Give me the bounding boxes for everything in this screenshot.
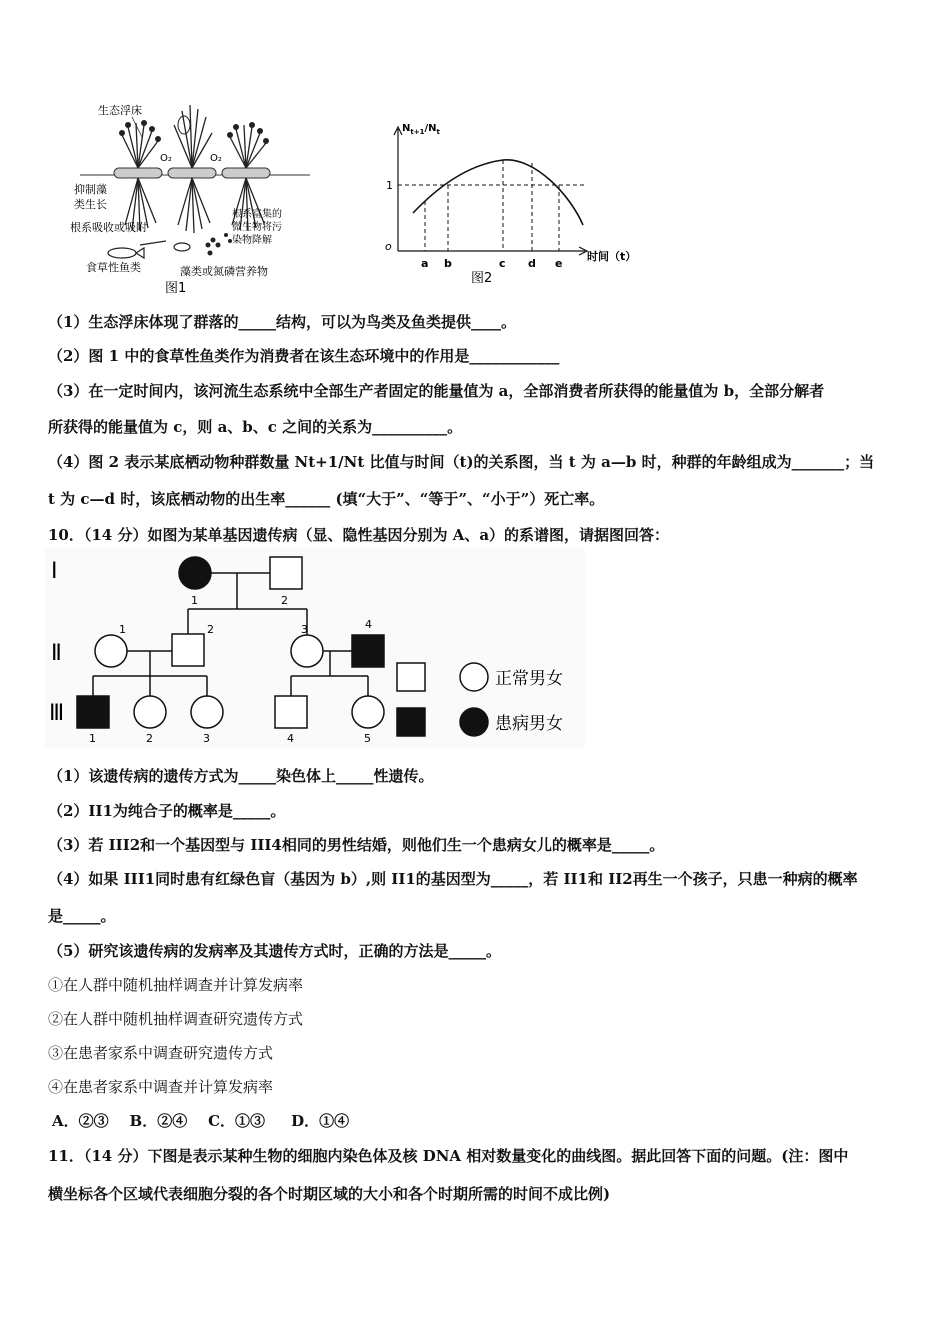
q10-sub-4a: （4）如果 III1同时患有红绿色盲（基因为 b）,则 II1的基因型为_____，若 II1和 II2再生一个孩子，只患一种病的概率 [48,870,858,888]
I-1-affected-female [179,557,211,589]
label-root-absorb: 根系吸收或吸附 [70,221,147,234]
q9-line-1: （1）生态浮床体现了群落的_____结构，可以为鸟类及鱼类提供____。 [48,313,516,331]
legend-normal-male [397,663,425,691]
fish-icon [108,243,190,258]
x-tick-a: a [421,257,429,270]
III-5-normal-female [352,696,384,728]
x-tick-e: e [555,257,563,270]
II-3-normal-female [291,635,323,667]
label-microbe-2: 微生物将污 [232,222,282,233]
gen-label-III: Ⅲ [49,701,65,726]
II-2-normal-male [172,634,204,666]
label-inhibit-algae-2: 类生长 [74,198,107,211]
float-2 [168,168,216,178]
x-tick-c: c [499,257,506,270]
label-floating-bed: 生态浮床 [98,104,142,117]
algae-icon [206,233,233,256]
num-I-1: 1 [191,594,198,607]
legend-affected-male [397,708,425,736]
label-microbe-3: 染物降解 [232,235,272,246]
figure-1-caption: 图1 [165,281,187,296]
population-ratio-curve [413,160,583,225]
III-2-normal-female [134,696,166,728]
q10-sub-3: （3）若 III2和一个基因型与 III4相同的男性结婚，则他们生一个患病女儿的概率是_____。 [48,836,665,854]
III-3-normal-female [191,696,223,728]
q10-sub-1: （1）该遗传病的遗传方式为_____染色体上_____性遗传。 [48,767,434,785]
figure-2-graph [375,115,645,290]
q10-sub-4b: 是_____。 [48,907,116,925]
III-1-affected-male [77,696,109,728]
II-1-normal-female [95,635,127,667]
y-tick-1: 1 [386,179,393,192]
legend-affected-label: 患病男女 [495,714,563,734]
I-2-normal-male [270,557,302,589]
q10-stem: 10．（14 分）如图为某单基因遗传病（显、隐性基因分别为 A、a）的系谱图，请据图回答： [48,526,670,544]
q10-sub-5: （5）研究该遗传病的发病率及其遗传方式时，正确的方法是_____。 [48,942,501,960]
pedigree-chart [45,548,585,748]
legend-normal-female [460,663,488,691]
q11-line-1: 11．（14 分）下图是表示某种生物的细胞内染色体及核 DNA 相对数量变化的曲线图。据此回答下面的问题。(注：图中 [48,1147,849,1165]
II-4-affected-male [352,635,384,667]
q9-line-3b: 所获得的能量值为 c，则 a、b、c 之间的关系为__________。 [48,418,463,436]
num-III-2: 2 [146,732,153,745]
num-II-3: 3 [301,623,308,636]
q9-line-4a: （4）图 2 表示某底栖动物种群数量 Nt+1/Nt 比值与时间（t)的关系图，当 t 为 a—b 时，种群的年龄组成为_______；当 [48,453,875,471]
num-III-5: 5 [364,732,371,745]
q10-sub-2: （2）II1为纯合子的概率是_____。 [48,802,286,820]
q10-option-4: ④在患者家系中调查并计算发病率 [48,1078,274,1096]
figure-2-caption: 图2 [471,271,493,286]
x-tick-d: d [528,257,536,270]
label-o2-left: O₂ [160,153,172,164]
label-o2-right: O₂ [210,153,222,164]
III-4-normal-male [275,696,307,728]
num-II-1: 1 [119,623,126,636]
label-nutrients: 藻类或氮磷营养物 [180,265,268,278]
label-microbe-1: 根系富集的 [232,209,282,220]
q9-line-3a: （3）在一定时间内，该河流生态系统中全部生产者固定的能量值为 a，全部消费者所获得的能量值为 b，全部分解者 [48,382,825,400]
num-III-1: 1 [89,732,96,745]
origin-label: o [385,240,392,253]
num-II-4: 4 [365,618,372,631]
q10-option-3: ③在患者家系中调查研究遗传方式 [48,1044,274,1062]
legend-affected-female [460,708,488,736]
num-I-2: 2 [281,594,288,607]
x-tick-b: b [444,257,452,270]
q10-choices: A．②③ B．②④ C．①③ D．①④ [52,1112,350,1130]
float-3 [222,168,270,178]
figure-1-floating-bed [70,95,320,300]
q10-option-1: ①在人群中随机抽样调查并计算发病率 [48,976,304,994]
q9-line-4b: t 为 c—d 时，该底栖动物的出生率______ (填“大于”、“等于”、“小于”）死亡率。 [48,490,605,508]
legend-normal-label: 正常男女 [495,669,563,689]
num-III-3: 3 [203,732,210,745]
num-II-2: 2 [207,623,214,636]
q10-option-2: ②在人群中随机抽样调查研究遗传方式 [48,1010,304,1028]
float-1 [114,168,162,178]
q11-line-2: 横坐标各个区域代表细胞分裂的各个时期区域的大小和各个时期所需的时间不成比例) [48,1185,611,1203]
num-III-4: 4 [287,732,294,745]
y-axis-label: $N_{t+1}/N_t$ [402,123,440,136]
label-fish: 食草性鱼类 [86,261,141,274]
x-axis-label: 时间（t） [587,250,637,263]
label-inhibit-algae-1: 抑制藻 [74,183,107,196]
gen-label-II: Ⅱ [51,641,62,666]
q9-line-2: （2）图 1 中的食草性鱼类作为消费者在该生态环境中的作用是____________ [48,347,560,365]
gen-label-I: Ⅰ [51,559,58,584]
